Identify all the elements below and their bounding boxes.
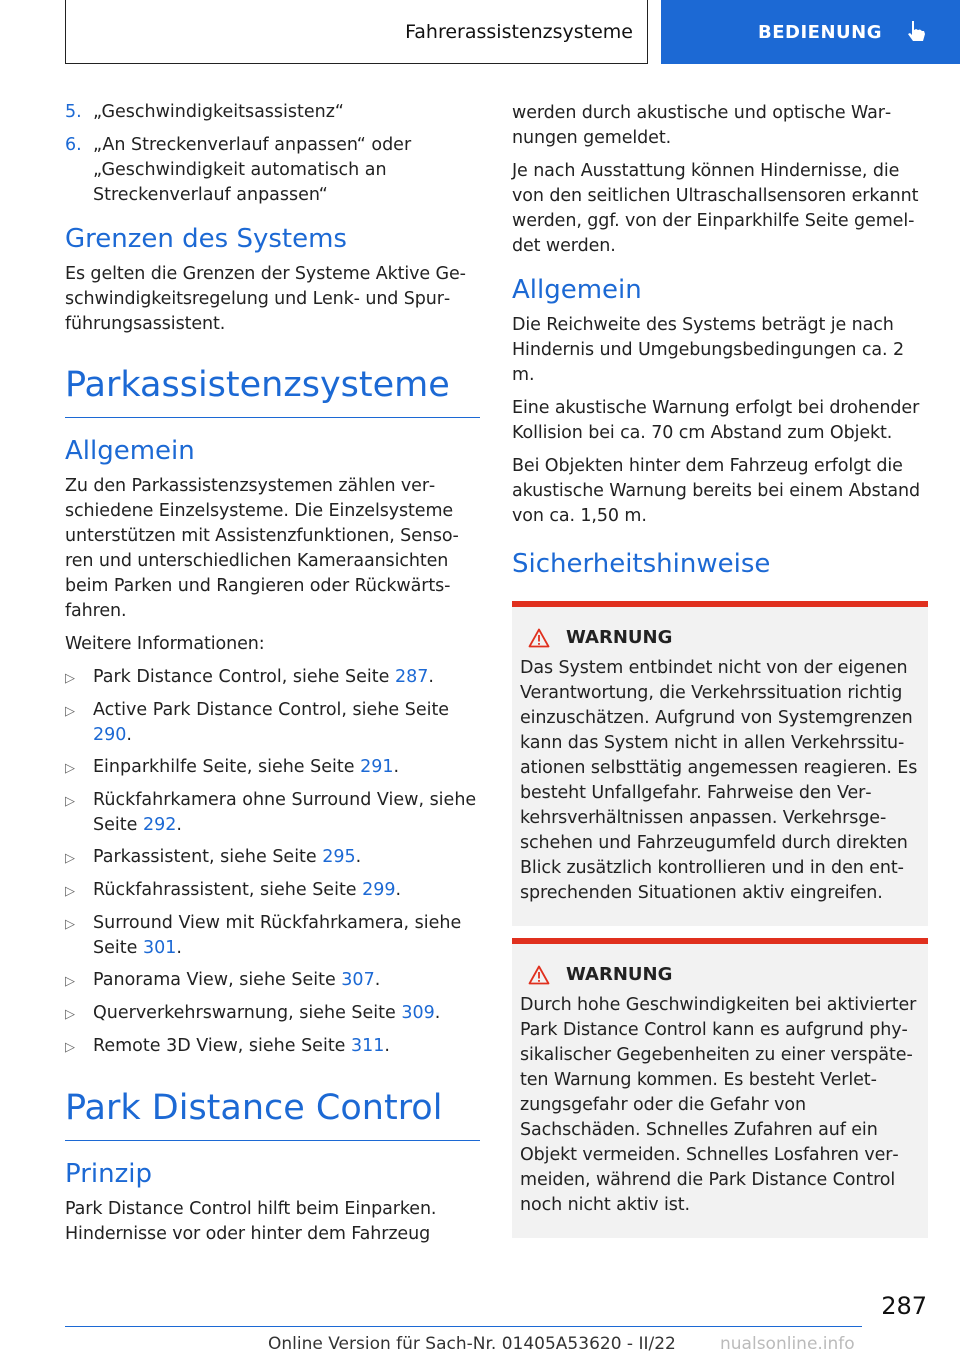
page-link[interactable]: 290 xyxy=(93,725,127,745)
page-link[interactable]: 295 xyxy=(322,847,356,867)
list-item xyxy=(65,911,480,961)
triangle-bullet-icon: ▷ xyxy=(65,794,75,809)
item-number: 6. xyxy=(65,135,82,155)
heading-prinzip: Prinzip xyxy=(65,1159,152,1189)
paragraph-weitere: Weitere Informationen: xyxy=(65,634,265,654)
paragraph-objekte: Bei Objekten hinter dem Fahrzeug erfolgt die akustische Warnung bereits bei einem Abstand von ca. 1,50 m. xyxy=(512,456,920,526)
footer-text: Online Version für Sach-Nr. 01405A53620 - II/22 xyxy=(268,1334,676,1354)
header-section-title: Fahrerassistenzsysteme xyxy=(405,20,633,43)
heading-allgemein-right: Allgemein xyxy=(512,275,642,305)
bullet-text: Rückfahrkamera ohne Surround View, siehe Seite xyxy=(93,790,477,835)
warning-triangle-icon xyxy=(528,628,550,648)
paragraph-allgemein: Zu den Parkassistenzsystemen zählen verschiedene Einzelsysteme. Die Einzelsysteme unterstützen mit Assistenzfunktionen, Sensoren und unterschiedlichen Kameraansichten beim Parken und Rangieren oder Rückwärtsfahren. xyxy=(65,476,459,621)
page-link[interactable]: 307 xyxy=(341,970,375,990)
heading-sicherheitshinweise: Sicherheitshinweise xyxy=(512,549,771,579)
bullet-end: . xyxy=(384,1036,390,1056)
bullet-text: Parkassistent, siehe Seite xyxy=(93,847,323,867)
bullet-text: Einparkhilfe Seite, siehe Seite xyxy=(93,757,361,777)
warning-box xyxy=(512,938,928,1238)
triangle-bullet-icon: ▷ xyxy=(65,704,75,719)
bullet-end: . xyxy=(176,938,182,958)
paragraph-grenzen: Es gelten die Grenzen der Systeme Aktive Geschwindigkeitsregelung und Lenk- und Spurführungsassistent. xyxy=(65,264,466,334)
list-item xyxy=(65,845,480,871)
list-item xyxy=(65,1001,480,1027)
item-text: „An Streckenverlauf anpassen“ oder „Geschwindigkeit automatisch an Streckenverlauf anpassen“ xyxy=(93,135,412,205)
list-item xyxy=(65,755,480,781)
triangle-bullet-icon: ▷ xyxy=(65,671,75,686)
warning-label: WARNUNG xyxy=(566,627,673,648)
warning-header xyxy=(520,964,920,985)
header-chapter xyxy=(661,0,960,64)
heading-parkassistenzsysteme: Parkassistenzsysteme xyxy=(65,363,480,418)
bullet-end: . xyxy=(176,815,182,835)
list-item xyxy=(65,878,480,904)
bullet-text: Surround View mit Rückfahrkamera, siehe Seite xyxy=(93,913,462,958)
bullet-text: Park Distance Control, siehe Seite xyxy=(93,667,395,687)
bullet-end: . xyxy=(393,757,400,777)
heading-park-distance-control: Park Distance Control xyxy=(65,1086,480,1141)
paragraph-prinzip: Park Distance Control hilft beim Einparken. Hindernisse vor oder hinter dem Fahrzeug xyxy=(65,1199,437,1244)
triangle-bullet-icon: ▷ xyxy=(65,761,75,776)
warning-header xyxy=(520,627,920,648)
list-item xyxy=(65,698,480,748)
triangle-bullet-icon: ▷ xyxy=(65,884,75,899)
triangle-bullet-icon: ▷ xyxy=(65,851,75,866)
pointing-hand-icon xyxy=(904,19,928,45)
item-text: „Geschwindigkeitsassistenz“ xyxy=(93,102,344,122)
header-chapter-title: BEDIENUNG xyxy=(758,21,882,43)
list-item xyxy=(65,788,480,838)
bullet-text: Querverkehrswarnung, siehe Seite xyxy=(93,1003,402,1023)
warning-text: Das System entbindet nicht von der eigenen Verantwortung, die Verkehrssituation richtig einzuschätzen. Aufgrund von Systemgrenzen kann das System nicht in allen Verkehrssituationen selbsttätig angemessen reagieren. Es besteht Unfallgefahr. Fahrweise den Verkehrsverhältnissen anpassen. Verkehrsgeschehen und Fahrzeugumfeld durch direkten Blick zusätzlich kontrollieren und in den entsprechenden Situationen aktiv eingreifen. xyxy=(520,658,918,903)
bullet-end: . xyxy=(126,725,132,745)
warning-box xyxy=(512,601,928,926)
warning-triangle-icon xyxy=(528,965,550,985)
paragraph-warnungen: werden durch akustische und optische Warnungen gemeldet. xyxy=(512,103,892,148)
bullet-end: . xyxy=(428,667,434,687)
warning-label: WARNUNG xyxy=(566,964,673,985)
watermark: nualsonline.info xyxy=(720,1334,855,1354)
header-section xyxy=(65,0,648,64)
heading-grenzen: Grenzen des Systems xyxy=(65,224,347,254)
bullet-end: . xyxy=(434,1003,441,1023)
item-number: 5. xyxy=(65,102,82,122)
triangle-bullet-icon: ▷ xyxy=(65,1040,75,1055)
page-link[interactable]: 299 xyxy=(362,880,396,900)
numbered-item xyxy=(65,100,480,125)
heading-allgemein: Allgemein xyxy=(65,436,195,466)
bullet-text: Remote 3D View, siehe Seite xyxy=(93,1036,352,1056)
page-link[interactable]: 311 xyxy=(351,1036,385,1056)
bullet-end: . xyxy=(374,970,381,990)
page-link[interactable]: 292 xyxy=(142,815,177,835)
bullet-end: . xyxy=(355,847,362,867)
bullet-end: . xyxy=(395,880,402,900)
list-item xyxy=(65,968,480,994)
left-column xyxy=(65,100,480,1255)
bullet-text: Active Park Distance Control, siehe Seite xyxy=(93,700,450,720)
bullet-text: Rückfahrassistent, siehe Seite xyxy=(93,880,363,900)
triangle-bullet-icon: ▷ xyxy=(65,917,75,932)
triangle-bullet-icon: ▷ xyxy=(65,1007,75,1022)
paragraph-reichweite: Die Reichweite des Systems beträgt je nach Hindernis und Umgebungsbedingungen ca. 2 m. xyxy=(512,315,904,385)
paragraph-ausstattung: Je nach Ausstattung können Hindernisse, die von den seitlichen Ultraschallsensoren erkannt werden, ggf. von der Einparkhilfe Seite gemeldet werden. xyxy=(512,161,919,256)
bullet-text: Panorama View, siehe Seite xyxy=(93,970,342,990)
triangle-bullet-icon: ▷ xyxy=(65,974,75,989)
bullet-list xyxy=(65,665,480,1060)
footer-divider xyxy=(65,1326,862,1327)
warning-text: Durch hohe Geschwindigkeiten bei aktivierter Park Distance Control kann es aufgrund physikalischer Gegebenheiten zu einer verspäteten Warnung kommen. Es besteht Verletzungsgefahr oder die Gefahr von Sachschäden. Schnelles Zufahren auf ein Objekt vermeiden. Schnelles Losfahren vermeiden, während die Park Distance Control noch nicht aktiv ist. xyxy=(520,995,917,1215)
paragraph-kollision: Eine akustische Warnung erfolgt bei drohender Kollision bei ca. 70 cm Abstand zum Objekt. xyxy=(512,398,920,443)
page-link[interactable]: 291 xyxy=(360,757,394,777)
page-link[interactable]: 287 xyxy=(394,667,429,687)
list-item xyxy=(65,665,480,691)
page-link[interactable]: 301 xyxy=(142,938,177,958)
right-column xyxy=(512,101,928,1238)
page-number: 287 xyxy=(881,1292,927,1320)
page-link[interactable]: 309 xyxy=(401,1003,435,1023)
list-item xyxy=(65,1034,480,1060)
numbered-item xyxy=(65,133,480,208)
